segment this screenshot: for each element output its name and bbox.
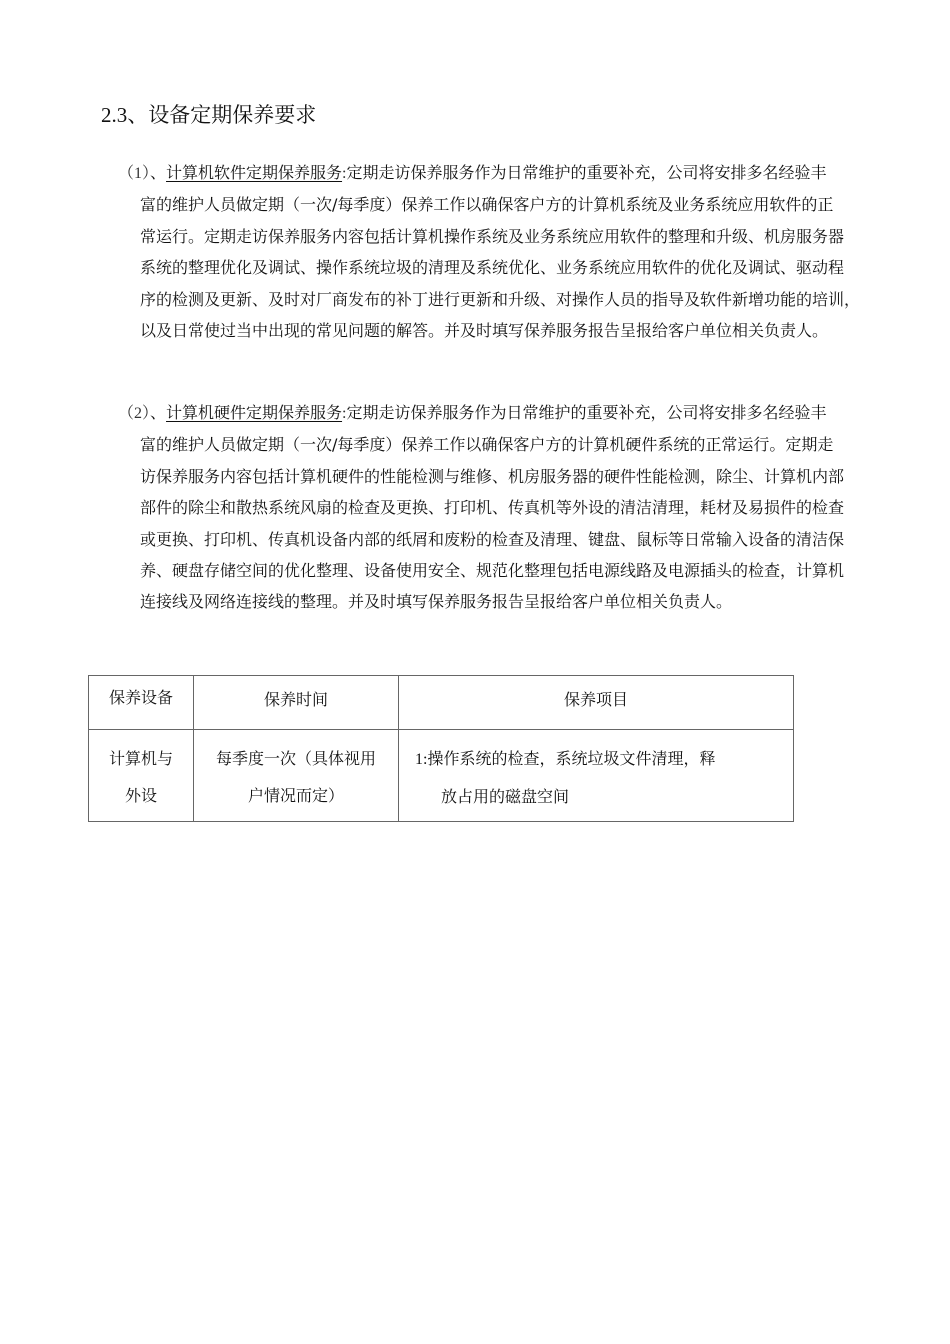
paragraph-text: 定期走访保养服务作为日常维护的重要补充，公司将安排多名经验丰 [346,163,827,182]
device-line: 计算机与 [108,749,173,768]
table-header-cell [89,676,194,730]
paragraph-text: 定期走访保养服务作为日常维护的重要补充，公司将安排多名经验丰 [346,403,827,422]
paragraph-software-maintenance [118,157,940,346]
item-colon: : [423,751,428,768]
table-header-row [89,676,794,730]
section-title-text: 设备定期保养要求 [148,103,317,127]
section-separator: 、 [127,103,149,127]
paragraph-line: 访保养服务内容包括计算机硬件的性能检测与维修、机房服务器的硬件性能检测，除尘、计算机内部 [140,466,845,486]
header-items: 保养项目 [563,690,628,709]
paragraph-line: 系统的整理优化及调试、操作系统垃圾的清理及系统优化、业务系统应用软件的优化及调试、驱动程 [140,258,845,278]
time-line: 户情况而定） [247,786,344,805]
table-cell-device [89,730,194,822]
paragraph-line [118,157,940,189]
time-text [194,730,398,814]
paragraph-hardware-maintenance [118,397,940,618]
items-text [399,730,793,815]
table-cell-items [399,730,794,822]
time-line: 每季度一次（具体视用 [215,749,376,768]
table-header-cell [194,676,399,730]
list-marker: （2） [118,405,151,422]
paragraph-line: 富的维护人员做定期（一次/每季度）保养工作以确保客户方的计算机硬件系统的正常运行。定期走 [140,435,834,455]
list-marker: （1） [118,165,151,182]
heading-colon: : [342,405,347,422]
paragraph-line: 以及日常使过当中出现的常见问题的解答。并及时填写保养服务报告呈报给客户单位相关负责人。 [140,321,829,341]
header-time: 保养时间 [263,690,328,709]
paragraph-heading: 计算机软件定期保养服务 [166,163,343,182]
table-cell-time [194,730,399,822]
table-header-cell [399,676,794,730]
heading-colon: : [342,165,347,182]
paragraph-heading: 计算机硬件定期保养服务 [166,403,343,422]
section-number: 2.3 [101,103,128,127]
section-title [101,99,316,131]
paragraph-line: 富的维护人员做定期（一次/每季度）保养工作以确保客户方的计算机系统及业务系统应用软件的正 [140,195,834,215]
marker-separator: 、 [150,163,167,182]
item-line [415,740,777,778]
paragraph-line: 序的检测及更新、及时对厂商发布的补丁进行更新和升级、对操作人员的指导及软件新增功能的培训， [140,289,861,309]
header-device: 保养设备 [108,688,173,707]
item-text: 操作系统的检查，系统垃圾文件清理，释 [427,749,716,768]
paragraph-line: 养、硬盘存储空间的优化整理、设备使用安全、规范化整理包括电源线路及电源插头的检查，计算机 [140,561,845,581]
paragraph-line: 或更换、打印机、传真机设备内部的纸屑和废粉的检查及清理、键盘、鼠标等日常输入设备的清洁保 [140,529,845,549]
item-number: 1 [415,751,423,768]
paragraph-line: 常运行。定期走访保养服务内容包括计算机操作系统及业务系统应用软件的整理和升级、机房服务器 [140,226,845,246]
device-line: 外设 [124,786,157,805]
device-text [89,730,193,814]
paragraph-line [118,397,940,429]
paragraph-line: 部件的除尘和散热系统风扇的检查及更换、打印机、传真机等外设的清洁清理，耗材及易损件的检查 [140,498,845,518]
marker-separator: 、 [150,403,167,422]
item-line: 放占用的磁盘空间 [441,787,570,806]
maintenance-table [88,675,794,822]
table-row [89,730,794,822]
paragraph-line: 连接线及网络连接线的整理。并及时填写保养服务报告呈报给客户单位相关负责人。 [140,592,733,612]
